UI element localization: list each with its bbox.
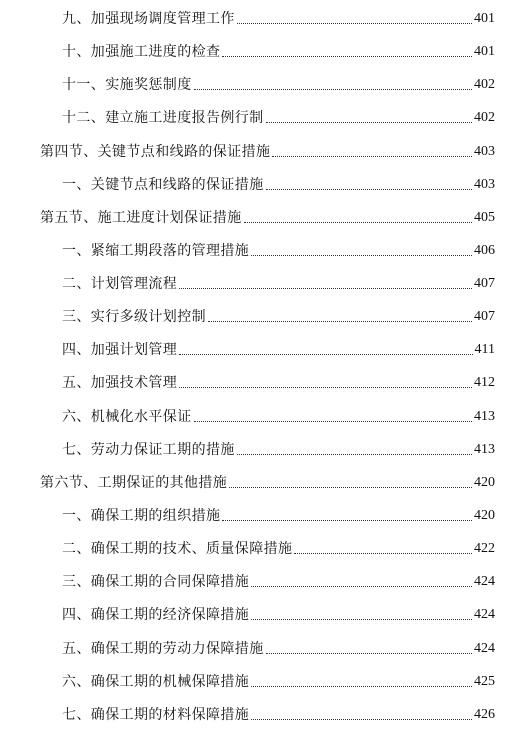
dot-leader [229,487,472,488]
toc-entry-title: 六、机械化水平保证 [62,409,192,425]
dot-leader [179,288,472,289]
toc-entry[interactable] [62,569,495,591]
toc-entry[interactable] [62,503,495,525]
toc-entry-title: 五、加强技术管理 [62,375,178,391]
toc-entry-title: 第四节、关键节点和线路的保证措施 [40,144,271,160]
dot-leader [194,89,472,90]
dot-leader [251,619,472,620]
toc-page-number: 420 [474,508,495,523]
toc-page-number: 401 [474,44,495,59]
toc-page-number: 403 [474,177,495,192]
toc-page-number: 407 [474,276,495,291]
toc-page-number: 422 [474,541,495,556]
toc-page-number: 425 [474,674,495,689]
toc-entry[interactable] [62,238,495,260]
toc-entry[interactable] [62,437,495,459]
toc-entry-title: 六、确保工期的机械保障措施 [62,674,250,690]
toc-entry[interactable] [62,370,495,392]
toc-entry-title: 七、劳动力保证工期的措施 [62,442,235,458]
dot-leader [251,255,472,256]
toc-entry-title: 七、确保工期的材料保障措施 [62,707,250,723]
toc-entry-title: 二、计划管理流程 [62,276,178,292]
dot-leader [222,520,472,521]
toc-section-entry[interactable] [40,139,495,161]
toc-entry[interactable] [62,39,495,61]
toc-entry[interactable] [62,304,495,326]
toc-entry-title: 三、实行多级计划控制 [62,309,206,325]
toc-entry-title: 一、确保工期的组织措施 [62,508,221,524]
dot-leader [237,23,472,24]
toc-entry-title: 十、加强施工进度的检查 [62,44,221,60]
toc-page-number: 424 [474,641,495,656]
toc-entry[interactable] [62,536,495,558]
dot-leader [222,56,472,57]
toc-page-number: 401 [474,11,495,26]
dot-leader [272,156,472,157]
toc-entry[interactable] [62,702,495,724]
dot-leader [251,719,472,720]
toc-page-number: 424 [474,574,495,589]
toc-page-number: 407 [474,309,495,324]
toc-section-entry[interactable] [40,205,495,227]
toc-page-number: 405 [474,210,495,225]
toc-entry-title: 十一、实施奖惩制度 [62,77,192,93]
toc-entry-title: 第五节、施工进度计划保证措施 [40,210,242,226]
toc-page-number: 402 [474,77,495,92]
toc-page-number: 413 [474,409,495,424]
dot-leader [266,122,472,123]
toc-section-entry[interactable] [40,470,495,492]
dot-leader [208,321,472,322]
toc-entry[interactable] [62,271,495,293]
toc-entry[interactable] [62,105,495,127]
dot-leader [251,686,472,687]
toc-entry-title: 十二、建立施工进度报告例行制 [62,110,264,126]
toc-entry-title: 二、确保工期的技术、质量保障措施 [62,541,293,557]
toc-entry[interactable] [62,6,495,28]
toc-entry-title: 一、关键节点和线路的保证措施 [62,177,264,193]
toc-entry[interactable] [62,337,495,359]
toc-entry[interactable] [62,669,495,691]
toc-page-number: 403 [474,144,495,159]
toc-entry[interactable] [62,72,495,94]
toc-page-number: 411 [474,342,495,357]
dot-leader [294,553,472,554]
dot-leader [194,421,472,422]
toc-entry-title: 九、加强现场调度管理工作 [62,11,235,27]
toc-page-number: 412 [474,375,495,390]
dot-leader [266,653,472,654]
toc-entry-title: 四、确保工期的经济保障措施 [62,607,250,623]
toc-entry[interactable] [62,404,495,426]
toc-entry-title: 五、确保工期的劳动力保障措施 [62,641,264,657]
toc-entry-title: 三、确保工期的合同保障措施 [62,574,250,590]
dot-leader [244,222,472,223]
toc-entry-title: 四、加强计划管理 [62,342,178,358]
toc-entry-title: 第六节、工期保证的其他措施 [40,475,228,491]
toc-page-number: 424 [474,607,495,622]
toc-entry-title: 一、紧缩工期段落的管理措施 [62,243,250,259]
toc-page-number: 426 [474,707,495,722]
toc-entry[interactable] [62,172,495,194]
toc-page-number: 406 [474,243,495,258]
toc-page-number: 402 [474,110,495,125]
dot-leader [179,387,472,388]
toc-entry[interactable] [62,602,495,624]
dot-leader [251,586,472,587]
dot-leader [179,354,472,355]
toc-page-number: 420 [474,475,495,490]
toc-page-number: 413 [474,442,495,457]
dot-leader [237,454,472,455]
dot-leader [266,189,472,190]
toc-entry[interactable] [62,636,495,658]
